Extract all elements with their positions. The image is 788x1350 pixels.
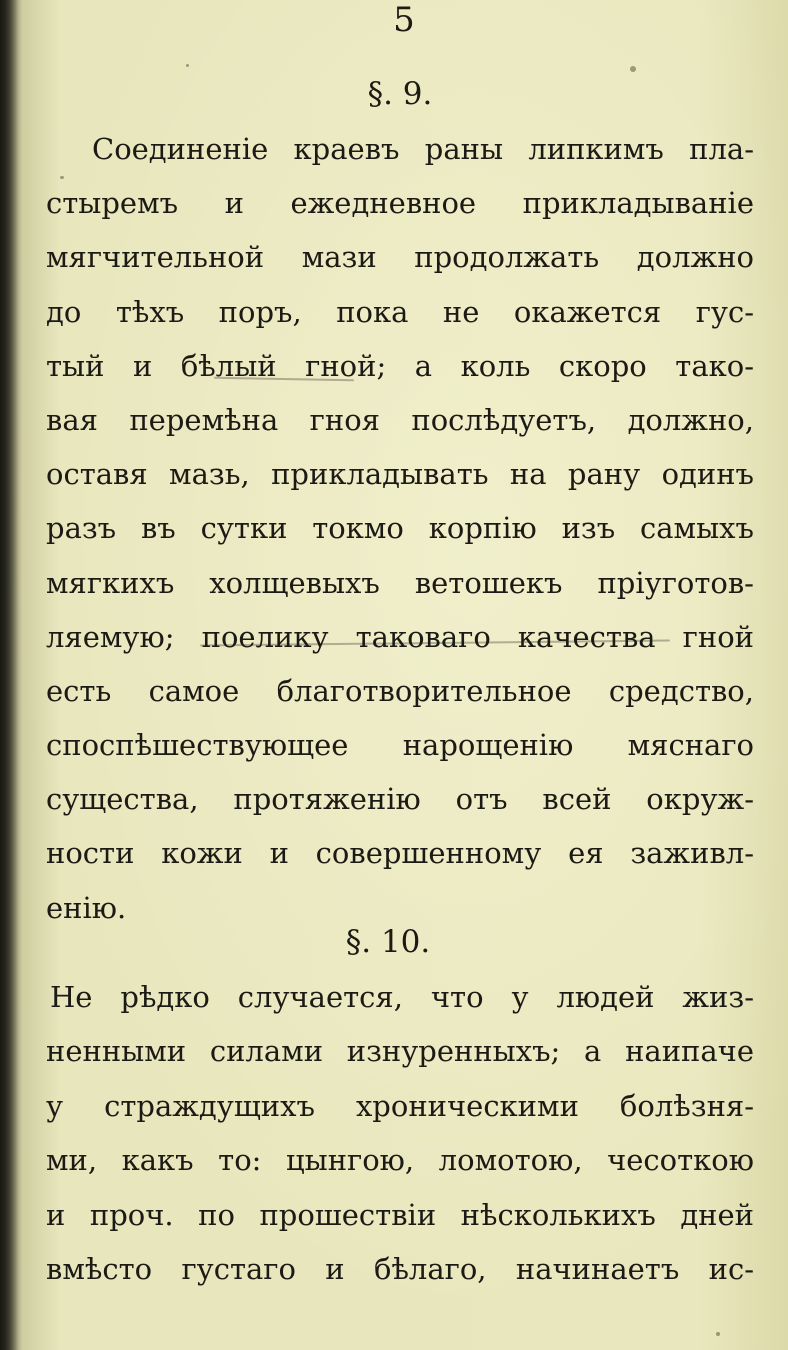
text-line: Не рѣдко случается, что у людей жиз- <box>50 980 754 1014</box>
text-line: есть самое благотворительное средство, <box>46 673 754 708</box>
text-line: ненными силами изнуренныхъ; а наипаче <box>46 1034 754 1069</box>
text-line: мягчительной мази продолжать должно <box>46 240 754 275</box>
paragraph-section-9 <box>46 122 754 935</box>
text-line: ляемую; поелику таковаго качества гной <box>46 619 754 654</box>
paper-speck <box>716 1332 720 1336</box>
text-line: до тѣхъ поръ, пока не окажется гус- <box>46 294 754 329</box>
text-line: ми, какъ то: цынгою, ломотою, чесоткою <box>46 1143 754 1178</box>
text-line: у страждущихъ хроническими болѣзня- <box>46 1088 754 1123</box>
page-number: 5 <box>393 0 415 40</box>
text-line: споспѣшествующее нарощенію мяснаго <box>46 728 754 763</box>
section-heading-9: §. 9. <box>367 76 433 112</box>
text-line: Соединеніе краевъ раны липкимъ пла- <box>92 132 754 166</box>
text-line: стыремъ и ежедневное прикладываніе <box>46 186 754 221</box>
text-line: разъ въ сутки токмо корпію изъ самыхъ <box>46 511 754 546</box>
text-line: мягкихъ холщевыхъ ветошекъ пріуготов- <box>46 565 754 600</box>
text-line: вмѣсто густаго и бѣлаго, начинаетъ ис- <box>46 1251 754 1286</box>
text-line: вая перемѣна гноя послѣдуетъ, должно, <box>46 402 754 437</box>
text-line: тый и бѣлый гной; а коль скоро такo- <box>46 348 754 383</box>
text-line: ности кожи и совершенному ея заживл- <box>46 836 754 871</box>
text-line: оставя мазь, прикладывать на рану одинъ <box>46 457 754 492</box>
paragraph-section-10 <box>46 970 754 1296</box>
paper-speck <box>630 66 636 72</box>
text-line: и проч. по прошествіи нѣсколькихъ дней <box>46 1197 754 1232</box>
paper-speck <box>186 64 189 67</box>
text-line: енію. <box>46 890 127 925</box>
section-heading-10: §. 10. <box>345 924 431 960</box>
binding-shadow <box>0 0 18 1350</box>
text-line: существа, протяженію отъ всей окруж- <box>46 782 754 817</box>
